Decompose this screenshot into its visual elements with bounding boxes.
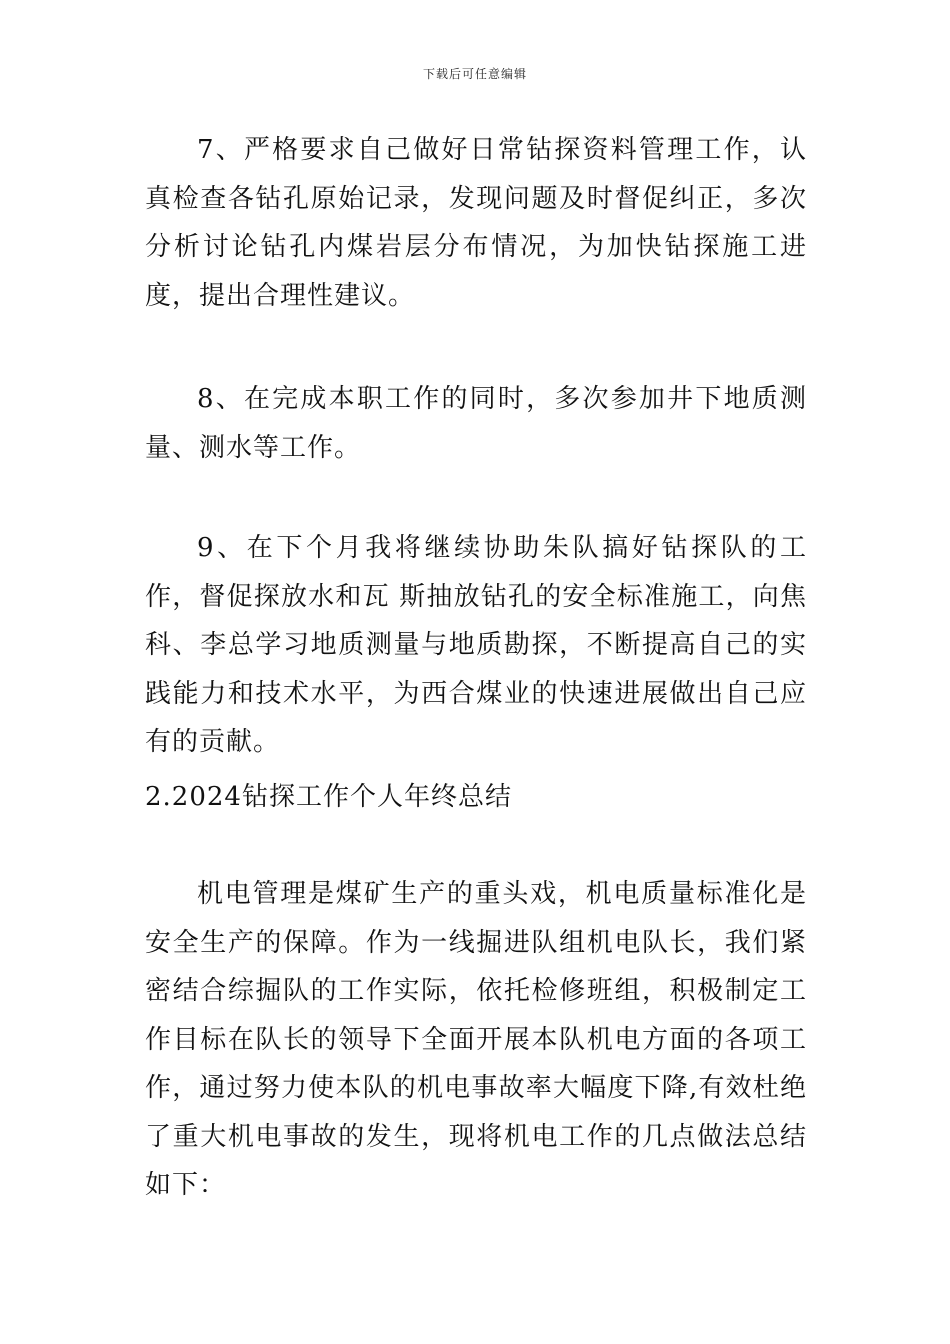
page-header-note: 下载后可任意编辑 xyxy=(422,67,527,81)
paragraph-item-8: 8、在完成本职工作的同时，多次参加井下地质测量、测水等工作。 xyxy=(145,384,807,463)
paragraph-item-7: 7、严格要求自己做好日常钻探资料管理工作，认真检查各钻孔原始记录，发现问题及时督促纠正，多次分析讨论钻孔内煤岩层分布情况，为加快钻探施工进度，提出合理性建议。 xyxy=(145,135,807,311)
paragraph-summary: 机电管理是煤矿生产的重头戏，机电质量标准化是安全生产的保障。作为一线掘进队组机电队长，我们紧密结合综掘队的工作实际，依托检修班组，积极制定工作目标在队长的领导下全面开展本队机电方面的各项工作，通过努力使本队的机电事故率大幅度下降,有效杜绝了重大机电事故的发生，现将机电工作的几点做法总结如下： xyxy=(145,879,807,1200)
section-heading: 2.2024钻探工作个人年终总结 xyxy=(145,782,512,812)
paragraph-item-9: 9、在下个月我将继续协助朱队搞好钻探队的工作，督促探放水和瓦 斯抽放钻孔的安全标准施工，向焦科、李总学习地质测量与地质勘探，不断提高自己的实践能力和技术水平，为西合煤业的快速进展做出自己应有的贡献。 xyxy=(145,533,807,757)
